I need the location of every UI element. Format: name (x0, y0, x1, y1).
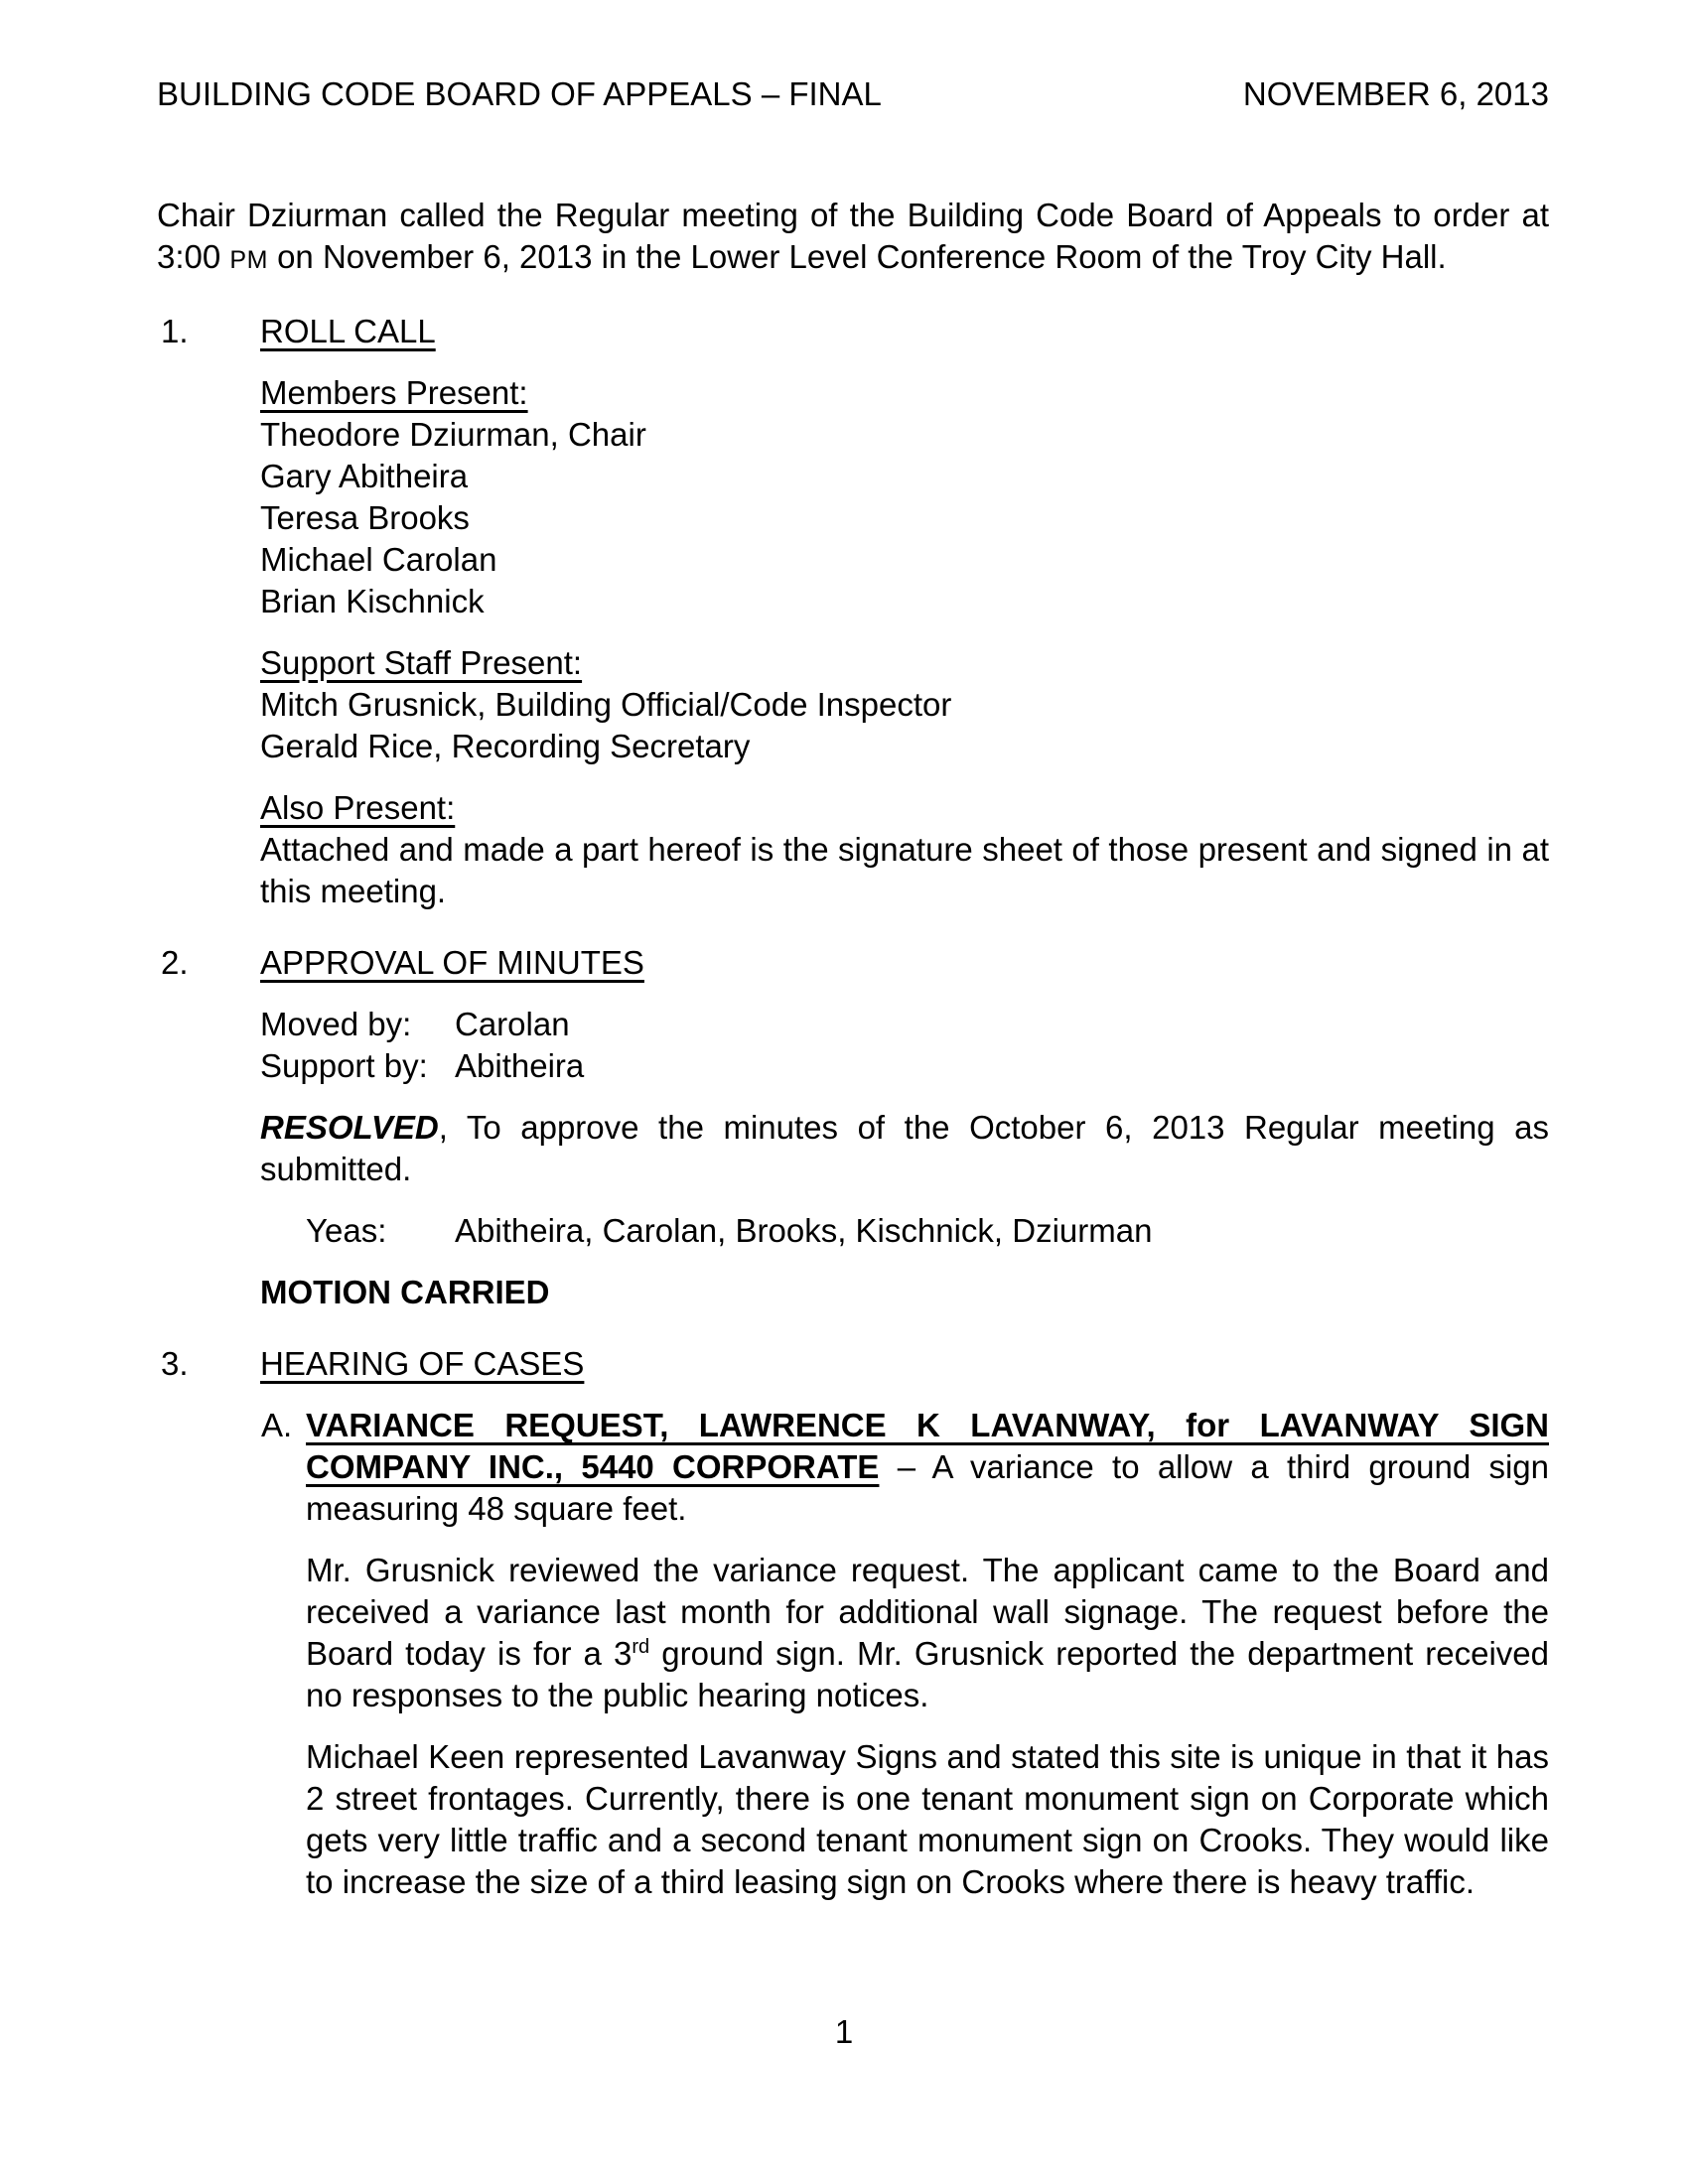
member-name: Michael Carolan (260, 541, 497, 578)
also-present-label: Also Present: (260, 789, 456, 826)
intro-text-before-pm: Chair Dziurman called the Regular meeting of the Building Code Board of Appeals to order at 3:00 (157, 197, 1549, 275)
member-name: Brian Kischnick (260, 583, 485, 619)
members-present-label: Members Present: (260, 374, 528, 411)
section-approval-body (260, 942, 1549, 1313)
member-name: Teresa Brooks (260, 499, 470, 536)
case-a-title-rest: A variance to allow a third ground sign measuring 48 square feet. (306, 1448, 1549, 1527)
case-a-title-paragraph (306, 1405, 1549, 1530)
support-staff-label: Support Staff Present: (260, 644, 583, 681)
moved-by-value: Carolan (455, 1006, 570, 1042)
section-hearing-body (260, 1343, 1549, 1903)
resolved-text: , To approve the minutes of the October 6, 2013 Regular meeting as submitted. (260, 1109, 1549, 1187)
moved-by-row (260, 1004, 1549, 1045)
section-roll-call (157, 311, 1549, 912)
support-staff-block (260, 642, 1549, 767)
intro-text-after-pm: on November 6, 2013 in the Lower Level Conference Room of the Troy City Hall. (267, 238, 1447, 275)
header-date: NOVEMBER 6, 2013 (1242, 75, 1549, 112)
section-approval-of-minutes (157, 942, 1549, 1313)
grusnick-text-after-sup: ground sign. Mr. Grusnick reported the department received no responses to the public hearing notices. (306, 1635, 1549, 1713)
intro-paragraph (157, 195, 1549, 281)
section-number-2: 2. (161, 944, 189, 981)
yeas-row (260, 1210, 1549, 1252)
document-header (157, 73, 1549, 115)
members-present-block (260, 372, 1549, 622)
yeas-label: Yeas: (306, 1212, 387, 1249)
case-a-marker: A. (261, 1407, 293, 1443)
section-heading-approval: APPROVAL OF MINUTES (260, 944, 644, 981)
staff-name: Mitch Grusnick, Building Official/Code Inspector (260, 686, 952, 723)
section-roll-call-body (260, 311, 1549, 912)
section-hearing-of-cases (157, 1343, 1549, 1903)
section-heading-roll-call: ROLL CALL (260, 313, 436, 349)
member-name: Theodore Dziurman, Chair (260, 416, 646, 453)
resolved-paragraph (260, 1107, 1549, 1190)
case-a-title: VARIANCE REQUEST, LAWRENCE K LAVANWAY, for LAVANWAY SIGN COMPANY INC., 5440 CORPORATE (306, 1407, 1549, 1485)
ordinal-superscript: rd (632, 1636, 650, 1658)
header-title: BUILDING CODE BOARD OF APPEALS – FINAL (157, 75, 882, 112)
support-by-label: Support by: (260, 1047, 428, 1084)
support-by-row (260, 1045, 1549, 1087)
motion-movers-block (260, 1004, 1549, 1087)
member-name: Gary Abitheira (260, 458, 469, 494)
staff-name: Gerald Rice, Recording Secretary (260, 728, 751, 764)
also-present-text: Attached and made a part hereof is the signature sheet of those present and signed in at this meeting. (260, 831, 1549, 909)
also-present-block (260, 787, 1549, 912)
pm-smallcaps: PM (229, 246, 268, 274)
motion-carried-text: MOTION CARRIED (260, 1274, 550, 1310)
support-by-value: Abitheira (455, 1047, 585, 1084)
case-a-title-dash: – (879, 1448, 932, 1485)
case-a-item (260, 1405, 1549, 1903)
section-number-3: 3. (161, 1345, 189, 1382)
paragraph-keen-statement: Michael Keen represented Lavanway Signs and stated this site is unique in that it has 2 street frontages. Currently, there is one tenant monument sign on Corporate which gets very little traffic and a second tenant monument sign on Crooks. They would like to increase the size of a third leasing sign on Crooks where there is heavy traffic. (306, 1738, 1549, 1900)
resolved-keyword: RESOLVED (260, 1109, 439, 1146)
moved-by-label: Moved by: (260, 1006, 412, 1042)
yeas-value: Abitheira, Carolan, Brooks, Kischnick, Dziurman (455, 1212, 1153, 1249)
section-heading-hearing: HEARING OF CASES (260, 1345, 585, 1382)
section-number-1: 1. (161, 313, 189, 349)
grusnick-text-before-sup: Mr. Grusnick reviewed the variance request. The applicant came to the Board and received a variance last month for additional wall signage. The request before the Board today is for a 3 (306, 1552, 1549, 1672)
paragraph-grusnick-review (306, 1550, 1549, 1716)
page-number: 1 (834, 2013, 854, 2050)
